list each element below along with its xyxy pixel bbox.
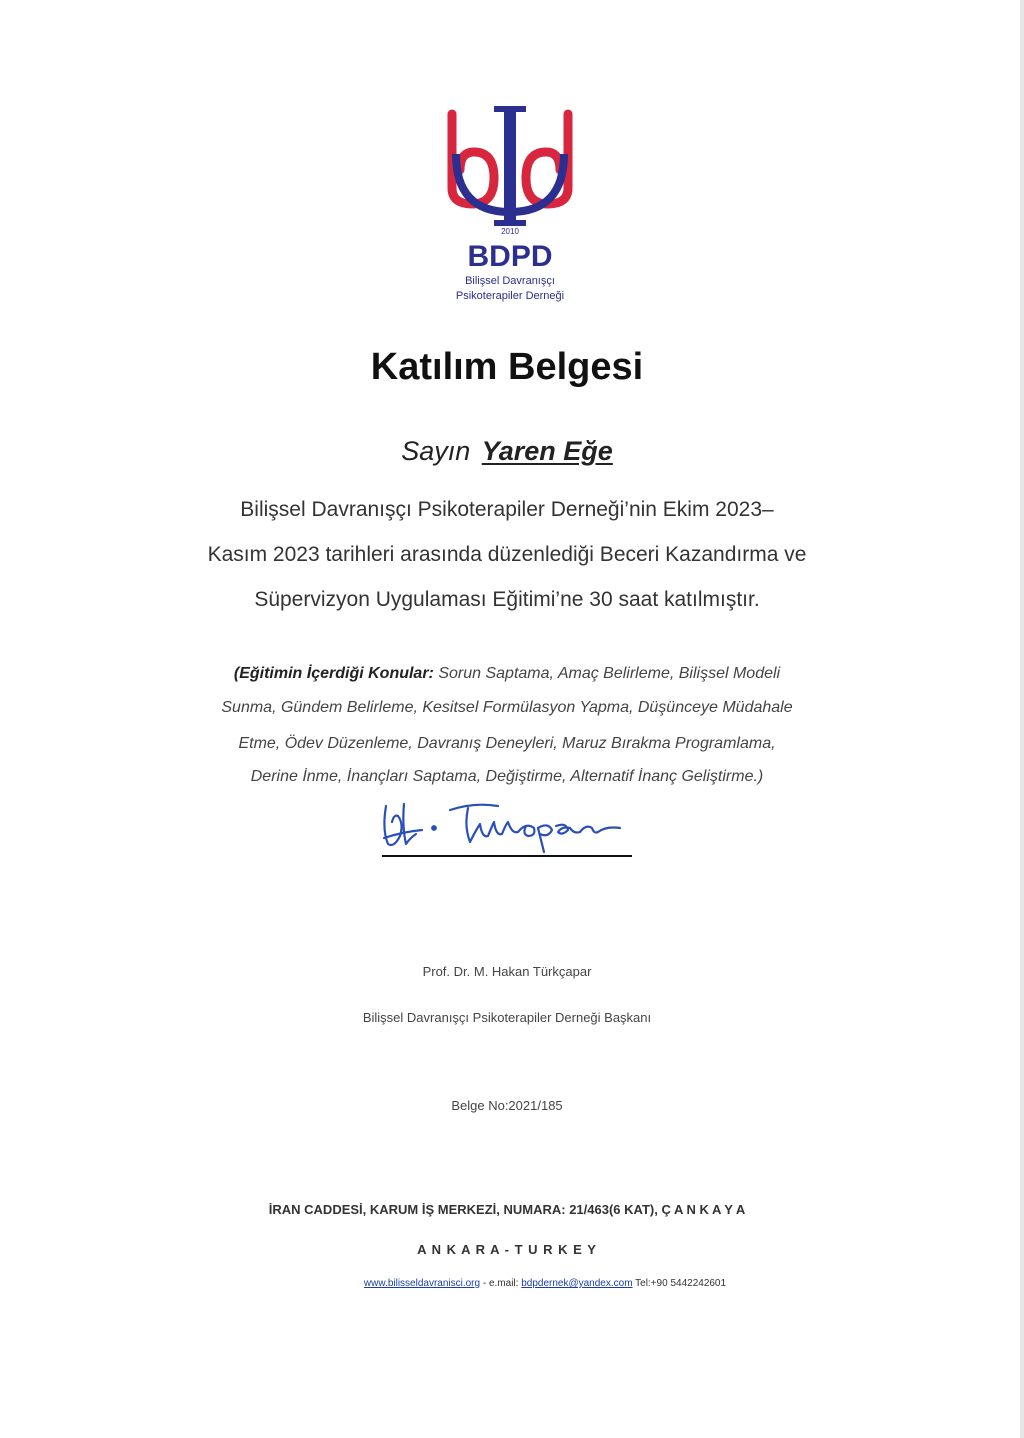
salutation-word: Sayın <box>401 436 471 466</box>
signature <box>376 786 632 858</box>
recipient-name: Yaren Eğe <box>481 436 613 466</box>
bdpd-logo <box>430 100 590 315</box>
topics-label: (Eğitimin İçerdiği Konular: <box>233 665 434 682</box>
topics-line-3: Etme, Ödev Düzenleme, Davranış Deneyleri, Maruz Bırakma Programlama, <box>238 735 776 752</box>
address-line-2: A N K A R A - T U R K E Y <box>417 1242 597 1257</box>
certificate-title: Katılım Belgesi <box>370 346 644 388</box>
topics-text-1: Sorun Saptama, Amaç Belirleme, Bilişsel Modeli <box>438 665 781 682</box>
website-link[interactable]: www.bilisseldavranisci.org <box>363 1278 481 1289</box>
topics-line-4: Derine İnme, İnançları Saptama, Değiştirme, Alternatif İnanç Geliştirme.) <box>250 768 764 785</box>
contact-line <box>0 1278 1024 1289</box>
logo-year: 2010 <box>501 227 519 236</box>
signature-line <box>382 855 632 857</box>
topics-line-1 <box>0 665 1014 683</box>
page-edge <box>1020 0 1024 1438</box>
salutation <box>0 436 1014 467</box>
signatory-name: Prof. Dr. M. Hakan Türkçapar <box>422 964 592 979</box>
logo-acronym: BDPD <box>467 240 553 273</box>
phone-text: Tel:+90 5442242601 <box>635 1278 727 1289</box>
body-line-3: Süpervizyon Uygulaması Eğitimi’ne 30 saat katılmıştır. <box>254 588 760 611</box>
signatory-role: Bilişsel Davranışçı Psikoterapiler Derneği Başkanı <box>362 1010 652 1025</box>
email-link[interactable]: bdpdernek@yandex.com <box>521 1278 633 1289</box>
topics-line-2: Sunma, Gündem Belirleme, Kesitsel Formülasyon Yapma, Düşünceye Müdahale <box>221 699 793 716</box>
email-label: - e.mail: <box>482 1278 519 1289</box>
body-line-1: Bilişsel Davranışçı Psikoterapiler Derneği’nin Ekim 2023– <box>240 498 774 521</box>
document-number: Belge No:2021/185 <box>451 1098 563 1113</box>
logo-line-2: Psikoterapiler Derneği <box>455 290 565 302</box>
logo-line-1: Bilişsel Davranışçı <box>465 275 555 287</box>
body-line-2: Kasım 2023 tarihleri arasında düzenlediği Beceri Kazandırma ve <box>207 543 807 566</box>
address-line-1: İRAN CADDESİ, KARUM İŞ MERKEZİ, NUMARA: 21/463(6 KAT), Ç A N K A Y A <box>268 1202 746 1217</box>
